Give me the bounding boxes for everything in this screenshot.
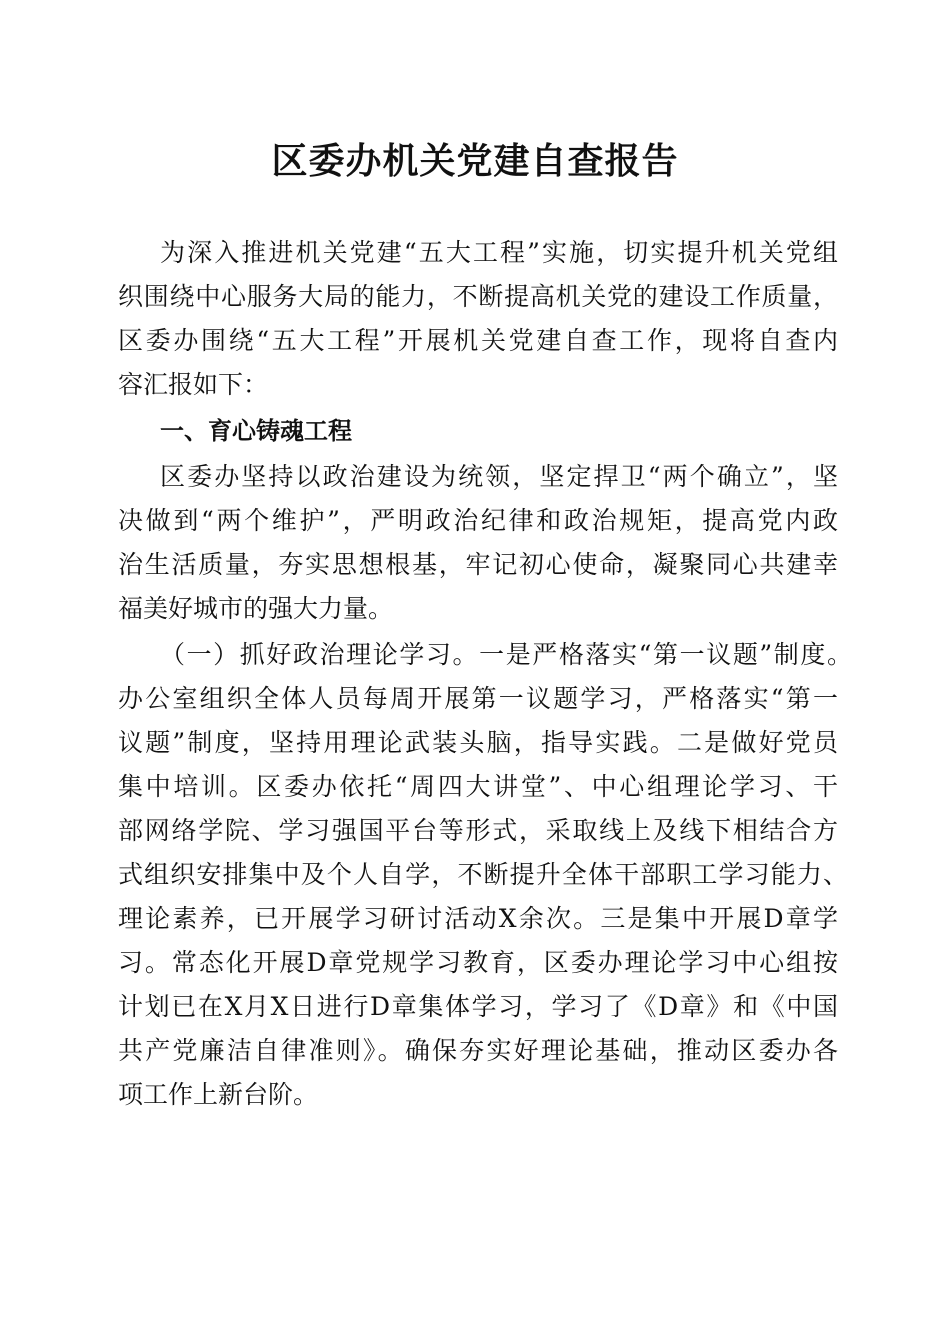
paragraph-line: 项工作上新台阶。	[118, 1080, 319, 1109]
paragraph-line: 习。常态化开展D章党规学习教育，区委办理论学习中心组按	[118, 948, 838, 977]
paragraph-line: 容汇报如下：	[118, 370, 269, 399]
paragraph-line: 福美好城市的强大力量。	[118, 594, 394, 623]
paragraph-line: 理论素养，已开展学习研讨活动X余次。三是集中开展D章学	[118, 904, 838, 933]
paragraph-line: 式组织安排集中及个人自学，不断提升全体干部职工学习能力、	[118, 860, 848, 889]
document-title: 区委办机关党建自查报告	[271, 140, 679, 182]
paragraph-line: 共产党廉洁自律准则》。确保夯实好理论基础，推动区委办各	[118, 1036, 838, 1065]
paragraph-line: 织围绕中心服务大局的能力，不断提高机关党的建设工作质量，	[118, 282, 838, 311]
paragraph-line: 决做到“两个维护”，严明政治纪律和政治规矩，提高党内政	[118, 506, 838, 535]
paragraph-line: （一）抓好政治理论学习。一是严格落实“第一议题”制度。	[160, 640, 852, 669]
paragraph-line: 区委办坚持以政治建设为统领，坚定捍卫“两个确立”，坚	[160, 462, 838, 491]
paragraph-line: 办公室组织全体人员每周开展第一议题学习，严格落实“第一	[118, 684, 838, 713]
paragraph-line: 治生活质量，夯实思想根基，牢记初心使命，凝聚同心共建幸	[118, 550, 838, 579]
paragraph-line: 计划已在X月X日进行D章集体学习，学习了《D章》和《中国	[118, 992, 838, 1021]
paragraph-line: 部网络学院、学习强国平台等形式，采取线上及线下相结合方	[118, 816, 838, 845]
paragraph-line: 议题”制度，坚持用理论武装头脑，指导实践。二是做好党员	[118, 728, 838, 757]
paragraph-line: 区委办围绕“五大工程”开展机关党建自查工作，现将自查内	[118, 326, 838, 355]
paragraph-line: 为深入推进机关党建“五大工程”实施，切实提升机关党组	[160, 238, 838, 267]
paragraph-line: 集中培训。区委办依托“周四大讲堂”、中心组理论学习、干	[118, 772, 838, 801]
section-heading: 一、育心铸魂工程	[160, 417, 352, 445]
